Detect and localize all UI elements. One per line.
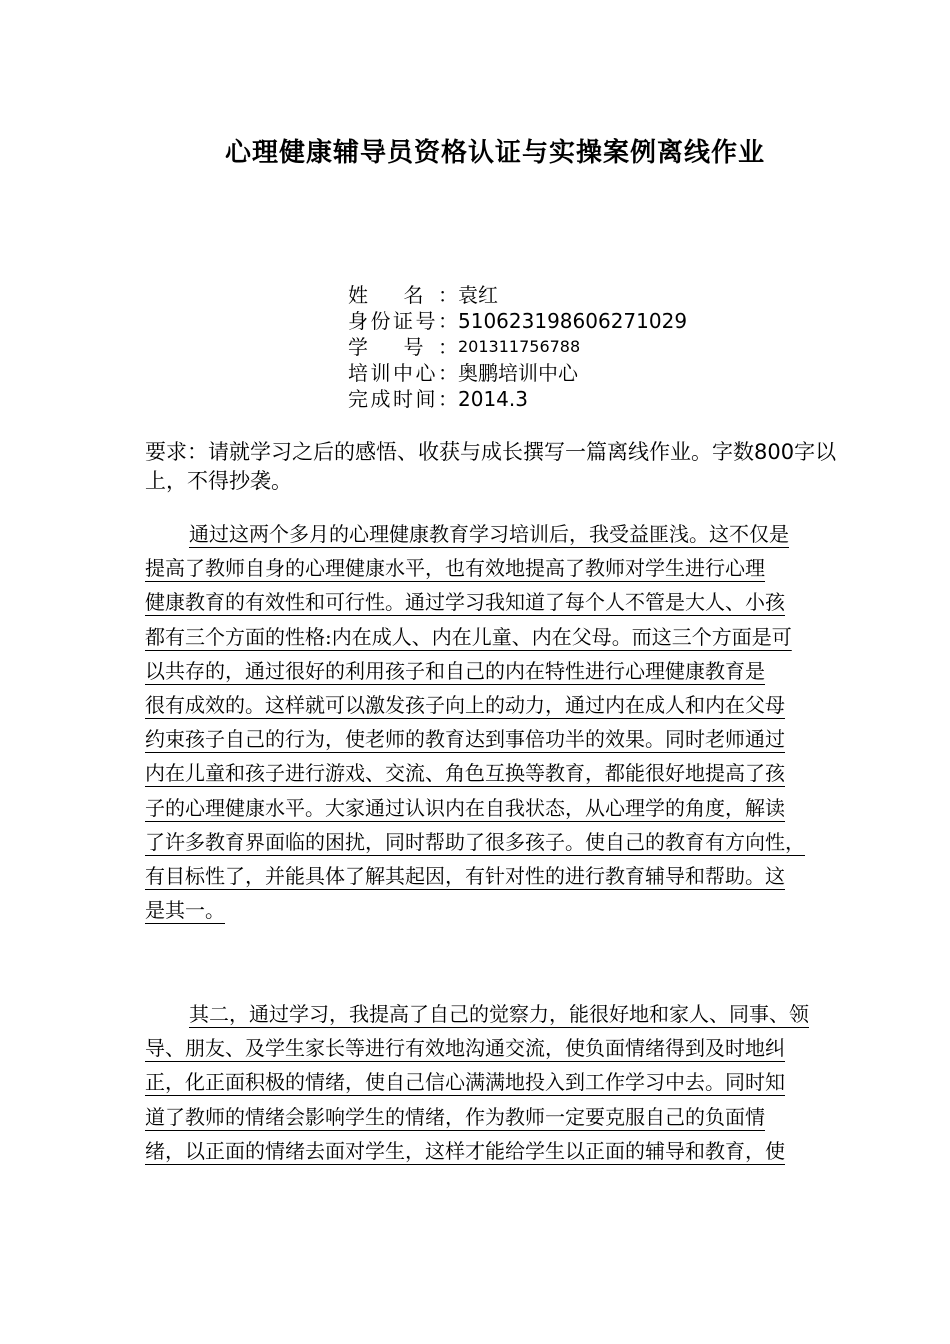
info-value: 201311756788 xyxy=(458,337,581,356)
text-line: 约束孩子自己的行为，使老师的教育达到事倍功半的效果。同时老师通过 xyxy=(145,727,785,752)
text-line: 绪，以正面的情绪去面对学生，这样才能给学生以正面的辅导和教育，使 xyxy=(145,1138,785,1163)
text-line: 都有三个方面的性格:内在成人、内在儿童、内在父母。而这三个方面是可 xyxy=(145,624,792,649)
info-row-name xyxy=(348,282,687,308)
info-label: 姓 名： xyxy=(348,283,458,307)
text-line: 了许多教育界面临的困扰，同时帮助了很多孩子。使自己的教育有方向性， xyxy=(145,829,805,854)
info-value: 奥鹏培训中心 xyxy=(458,361,578,385)
document-title: 心理健康辅导员资格认证与实操案例离线作业 xyxy=(224,138,765,168)
info-row-center xyxy=(348,360,687,386)
info-label: 培训中心： xyxy=(348,361,458,385)
text-line: 其二，通过学习，我提高了自己的觉察力，能很好地和家人、同事、领 xyxy=(189,1002,809,1026)
info-row-student-number xyxy=(348,334,687,360)
info-label: 完成时间： xyxy=(348,387,458,411)
text-line: 很有成效的。这样就可以激发孩子向上的动力，通过内在成人和内在父母 xyxy=(145,692,785,717)
text-line: 道了教师的情绪会影响学生的情绪，作为教师一定要克服自己的负面情 xyxy=(145,1104,765,1129)
info-row-date xyxy=(348,386,687,412)
text-line: 正，化正面积极的情绪，使自己信心满满地投入到工作学习中去。同时知 xyxy=(145,1070,785,1095)
text-line: 提高了教师自身的心理健康水平，也有效地提高了教师对学生进行心理 xyxy=(145,556,765,581)
info-block xyxy=(348,282,687,412)
requirement-text: 要求：请就学习之后的感悟、收获与成长撰写一篇离线作业。字数800字以上，不得抄袭。 xyxy=(145,440,837,493)
info-value: 袁红 xyxy=(458,283,498,307)
text-line: 通过这两个多月的心理健康教育学习培训后，我受益匪浅。这不仅是 xyxy=(189,522,789,546)
text-line: 内在儿童和孩子进行游戏、交流、角色互换等教育，都能很好地提高了孩 xyxy=(145,761,785,786)
text-line: 子的心理健康水平。大家通过认识内在自我状态，从心理学的角度，解读 xyxy=(145,795,785,820)
info-label: 身份证号： xyxy=(348,309,458,333)
text-line: 以共存的，通过很好的利用孩子和自己的内在特性进行心理健康教育是 xyxy=(145,658,765,683)
info-value: 510623198606271029 xyxy=(458,309,688,333)
paragraph-1 xyxy=(145,517,865,927)
text-line: 导、朋友、及学生家长等进行有效地沟通交流，使负面情绪得到及时地纠 xyxy=(145,1036,785,1061)
info-row-id xyxy=(348,308,687,334)
info-label: 学 号： xyxy=(348,335,458,359)
text-line: 有目标性了，并能具体了解其起因，有针对性的进行教育辅导和帮助。这 xyxy=(145,863,785,888)
paragraph-2 xyxy=(145,997,865,1168)
text-line: 是其一。 xyxy=(145,898,225,923)
text-line: 健康教育的有效性和可行性。通过学习我知道了每个人不管是大人、小孩 xyxy=(145,590,785,615)
info-value: 2014.3 xyxy=(458,387,528,411)
